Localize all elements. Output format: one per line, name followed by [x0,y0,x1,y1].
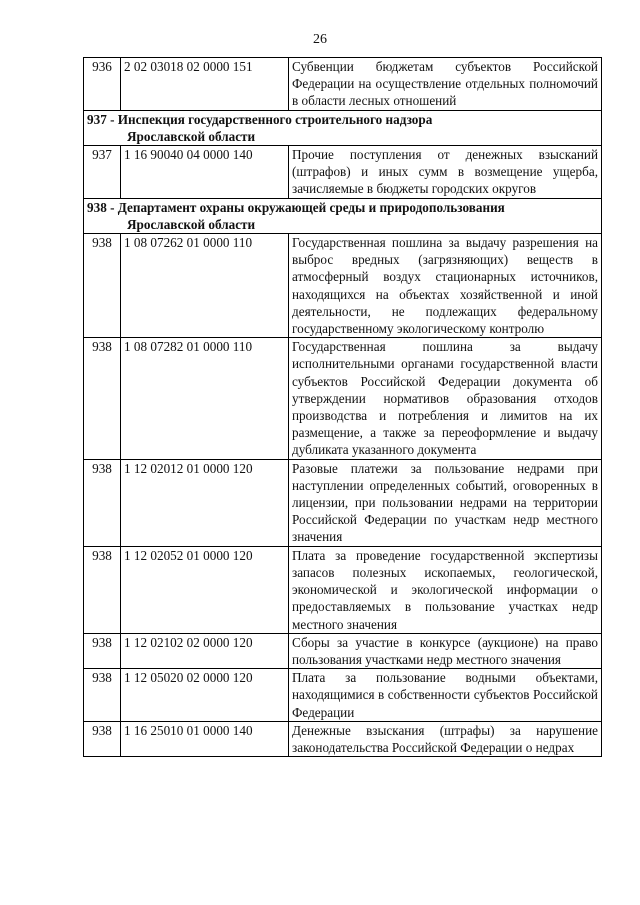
section-header-row [84,110,602,145]
budget-code-cell: 1 16 90040 04 0000 140 [121,146,289,199]
description-cell: Сборы за участие в конкурсе (аукционе) на право пользования участками недр местного значения [289,633,602,668]
admin-code-cell: 938 [84,459,121,546]
description-cell: Прочие поступления от денежных взысканий (штрафов) и иных сумм в возмещение ущерба, зачисляемые в бюджеты городских округов [289,146,602,199]
table-row [84,633,602,668]
admin-code-cell: 938 [84,633,121,668]
table-row [84,146,602,199]
budget-code-cell: 1 12 02102 02 0000 120 [121,633,289,668]
description-cell: Денежные взыскания (штрафы) за нарушение законодательства Российской Федерации о недрах [289,721,602,756]
table-row [84,459,602,546]
budget-code-cell: 1 08 07282 01 0000 110 [121,338,289,459]
section-subtitle: Ярославской области [127,128,256,144]
budget-code-cell: 1 12 05020 02 0000 120 [121,669,289,722]
section-title: 937 - Инспекция государственного строительного надзора [87,111,433,127]
budget-code-cell: 1 08 07262 01 0000 110 [121,234,289,338]
section-subtitle: Ярославской области [127,216,256,232]
admin-code-cell: 938 [84,234,121,338]
admin-code-cell: 937 [84,146,121,199]
budget-code-cell: 1 12 02012 01 0000 120 [121,459,289,546]
admin-code-cell: 938 [84,721,121,756]
section-header [84,198,602,233]
table-row [84,669,602,722]
admin-code-cell: 938 [84,546,121,633]
section-header [84,110,602,145]
description-cell: Государственная пошлина за выдачу исполнительными органами государственной власти субъектов Российской Федерации документа об утверждении нормативов образования отходов производства и потребления и лимитов на их размещение, а также за переоформление и выдачу дубликата указанного документа [289,338,602,459]
admin-code-cell: 938 [84,669,121,722]
table-row [84,234,602,338]
page-number: 26 [313,32,327,47]
budget-code-cell: 2 02 03018 02 0000 151 [121,58,289,111]
table-row [84,58,602,111]
table-row [84,338,602,459]
budget-code-cell: 1 16 25010 01 0000 140 [121,721,289,756]
description-cell: Плата за проведение государственной экспертизы запасов полезных ископаемых, геологической, экономической и экологической информации о предоставляемых в пользование участках недр местного значения [289,546,602,633]
description-cell: Субвенции бюджетам субъектов Российской Федерации на осуществление отдельных полномочий в области лесных отношений [289,58,602,111]
budget-code-cell: 1 12 02052 01 0000 120 [121,546,289,633]
description-cell: Разовые платежи за пользование недрами при наступлении определенных событий, оговоренных в лицензии, при пользовании недрами на территории Российской Федерации по участкам недр местного значения [289,459,602,546]
admin-code-cell: 936 [84,58,121,111]
table-row [84,721,602,756]
section-header-row [84,198,602,233]
admin-code-cell: 938 [84,338,121,459]
description-cell: Плата за пользование водными объектами, находящимися в собственности субъектов Российской Федерации [289,669,602,722]
revenue-codes-table [83,57,602,757]
section-title: 938 - Департамент охраны окружающей среды и природопользования [87,199,505,215]
description-cell: Государственная пошлина за выдачу разрешения на выброс вредных (загрязняющих) веществ в атмосферный воздух стационарных источников, находящихся на объектах хозяйственной и иной деятельности, не подлежащих федеральному государственному экологическому контролю [289,234,602,338]
table-row [84,546,602,633]
